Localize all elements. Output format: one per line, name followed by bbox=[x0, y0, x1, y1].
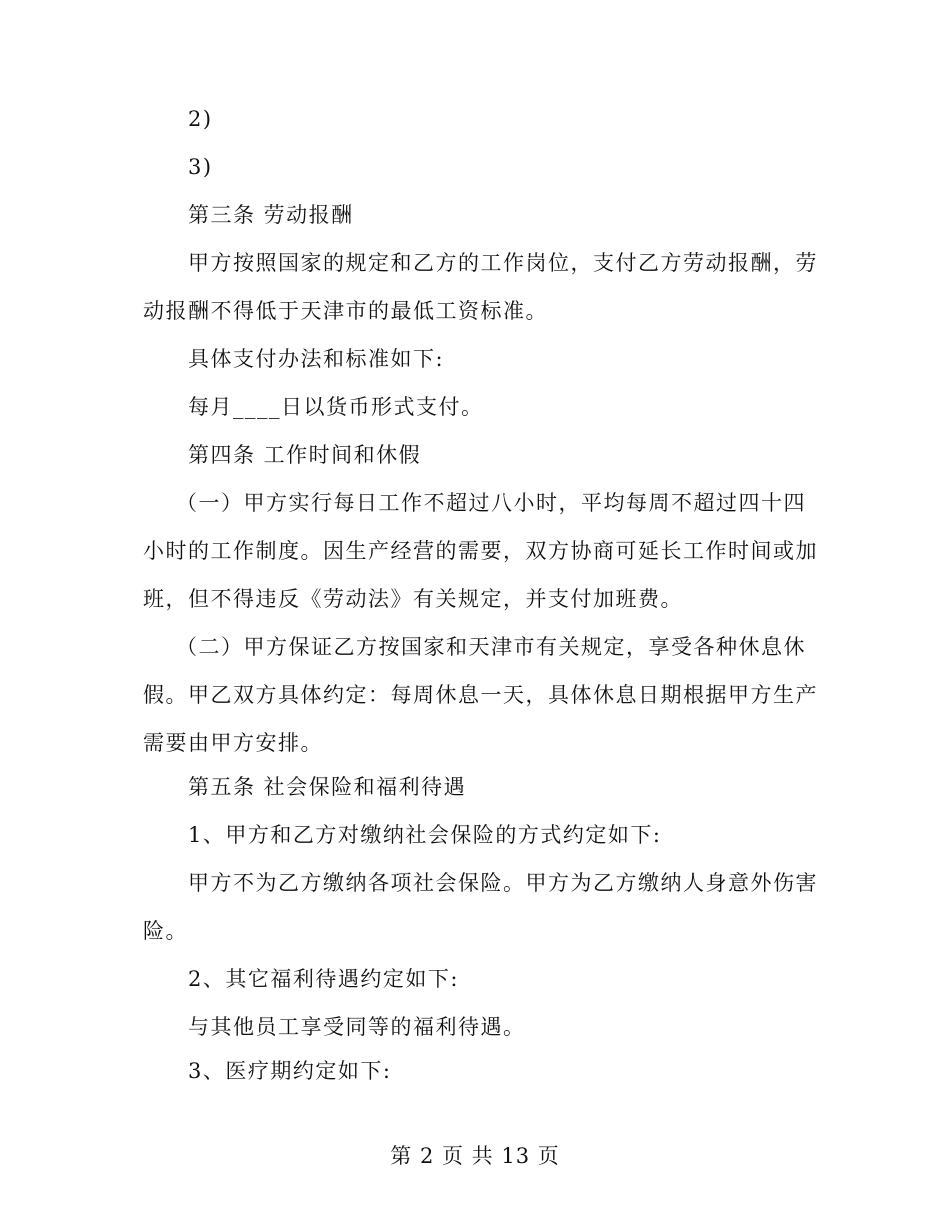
paragraph-line: 与其他员工享受同等的福利待遇。 bbox=[188, 1015, 526, 1039]
list-item-3: 3) bbox=[188, 155, 213, 179]
page-number-footer: 第 2 页 共 13 页 bbox=[390, 1144, 560, 1168]
paragraph-line: 班，但不得违反《劳动法》有关规定，并支付加班费。 bbox=[143, 587, 683, 611]
paragraph-line: 小时的工作制度。因生产经营的需要，双方协商可延长工作时间或加 bbox=[143, 539, 818, 563]
paragraph-line: 险。 bbox=[143, 919, 188, 943]
paragraph-line: 每月____日以货币形式支付。 bbox=[188, 395, 484, 419]
paragraph-line: 1、甲方和乙方对缴纳社会保险的方式约定如下: bbox=[188, 823, 662, 847]
paragraph-line: （一）甲方实行每日工作不超过八小时，平均每周不超过四十四 bbox=[176, 491, 806, 515]
paragraph-line: 甲方不为乙方缴纳各项社会保险。甲方为乙方缴纳人身意外伤害 bbox=[188, 871, 818, 895]
paragraph-line: 2、其它福利待遇约定如下: bbox=[188, 967, 459, 991]
paragraph-line: 具体支付办法和标准如下: bbox=[188, 347, 445, 371]
paragraph-line: （二）甲方保证乙方按国家和天津市有关规定，享受各种休息休 bbox=[176, 635, 806, 659]
section-heading-article-3: 第三条 劳动报酬 bbox=[188, 203, 354, 227]
paragraph-line: 假。甲乙双方具体约定：每周休息一天，具体休息日期根据甲方生产 bbox=[143, 683, 818, 707]
section-heading-article-5: 第五条 社会保险和福利待遇 bbox=[188, 775, 467, 799]
paragraph-line: 3、医疗期约定如下: bbox=[188, 1059, 392, 1083]
list-item-2: 2) bbox=[188, 107, 213, 131]
section-heading-article-4: 第四条 工作时间和休假 bbox=[188, 443, 422, 467]
paragraph-line: 动报酬不得低于天津市的最低工资标准。 bbox=[143, 299, 548, 323]
paragraph-line: 甲方按照国家的规定和乙方的工作岗位，支付乙方劳动报酬，劳 bbox=[188, 251, 818, 275]
paragraph-line: 需要由甲方安排。 bbox=[143, 731, 323, 755]
